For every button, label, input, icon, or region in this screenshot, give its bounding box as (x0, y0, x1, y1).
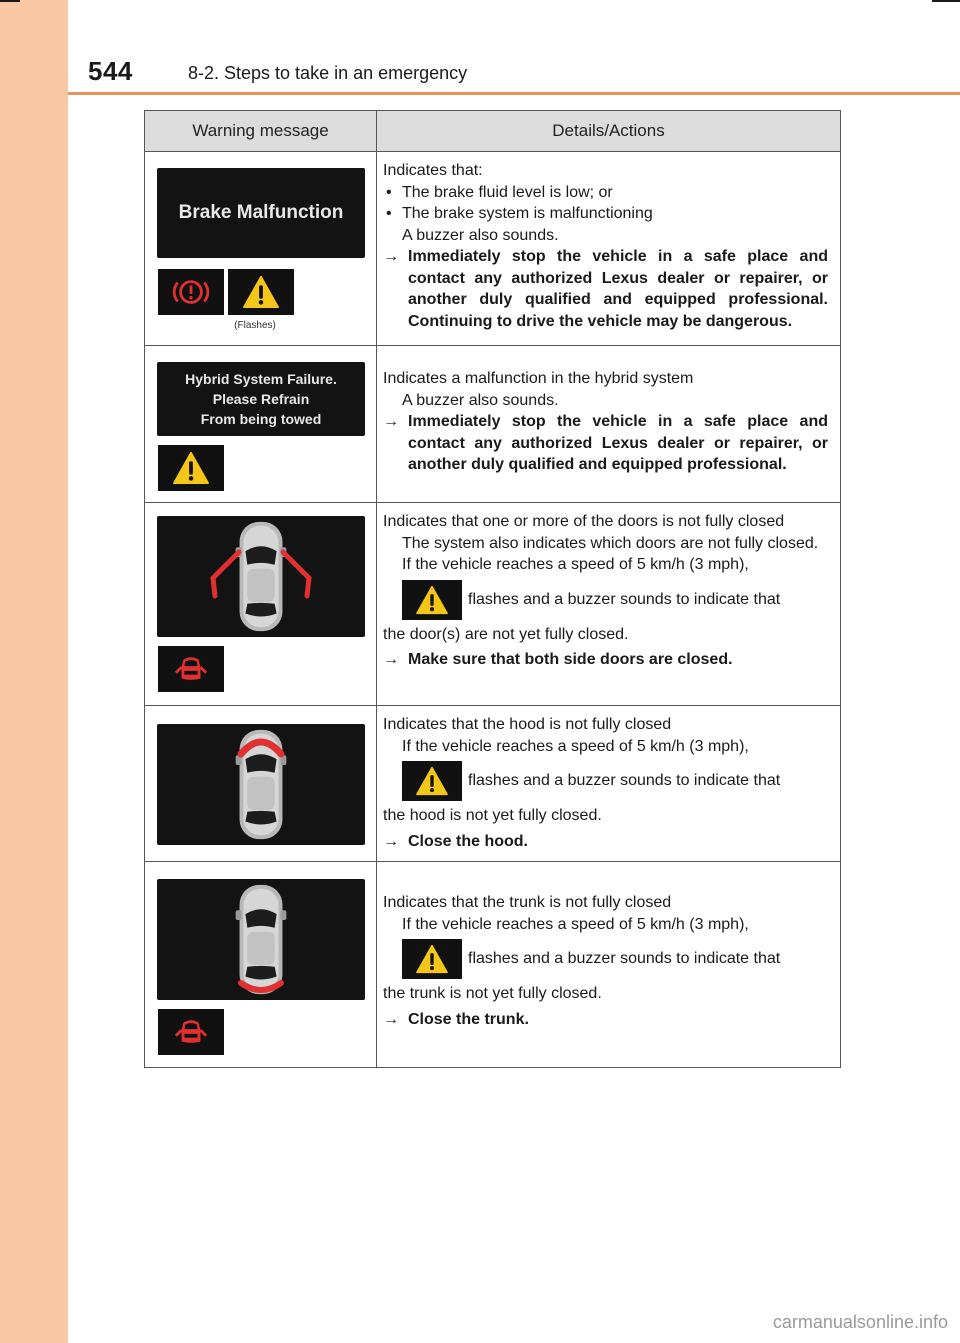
crop-mark (932, 0, 960, 2)
master-warning-indicator (402, 939, 462, 979)
table-header-row (145, 111, 841, 152)
after-text: the hood is not yet fully closed. (383, 807, 602, 824)
table-row (145, 152, 841, 346)
warning-image-cell (145, 862, 377, 1068)
details-cell (377, 503, 841, 706)
after-text: the door(s) are not yet fully closed. (383, 625, 629, 643)
arrow-icon: → (383, 651, 399, 668)
car-top-view-icon (157, 879, 365, 1000)
screen-message: Hybrid System Failure. (185, 371, 337, 387)
details-intro: Indicates that the trunk is not fully closed (383, 894, 672, 911)
section-title: 8-2. Steps to take in an emergency (188, 63, 468, 83)
master-warning-icon (415, 944, 449, 974)
buzzer-note: A buzzer also sounds. (402, 391, 559, 409)
inline-warning (383, 939, 828, 979)
flash-text: flashes and a buzzer sounds to indicate that (468, 950, 781, 968)
details-intro: Indicates that one or more of the doors is not fully closed (383, 513, 785, 530)
display-screen (157, 516, 365, 637)
warning-image-cell (145, 503, 377, 706)
master-warning-indicator (228, 269, 294, 315)
column-header-details: Details/Actions (377, 111, 841, 152)
after-text: the trunk is not yet fully closed. (383, 985, 602, 1002)
table-row (145, 503, 841, 706)
screen-message: From being towed (200, 411, 322, 427)
door-open-icon (172, 652, 210, 686)
chapter-side-strip (0, 0, 68, 1343)
master-warning-icon (172, 451, 210, 485)
display-screen (157, 724, 365, 845)
bullet-item: • The brake system is malfunctioning (383, 203, 828, 225)
bullet-item: • The brake fluid level is low; or (383, 182, 828, 204)
details-intro: Indicates a malfunction in the hybrid system (383, 370, 694, 387)
brake-warning-icon (170, 275, 212, 309)
buzzer-note: A buzzer also sounds. (402, 226, 559, 244)
brake-indicator (158, 269, 224, 315)
details-intro: Indicates that: (383, 162, 483, 179)
details-intro: Indicates that the hood is not fully closed (383, 716, 672, 733)
master-warning-indicator (402, 580, 462, 620)
inline-warning (383, 580, 828, 620)
table-row (145, 862, 841, 1068)
arrow-icon: → (383, 832, 399, 850)
arrow-icon: → (383, 248, 399, 265)
speed-note: If the vehicle reaches a speed of 5 km/h (3 mph), (402, 915, 749, 933)
warning-image-cell (145, 346, 377, 503)
master-warning-icon (415, 766, 449, 796)
door-open-icon (172, 1015, 210, 1049)
details-cell (377, 706, 841, 862)
inline-warning (383, 761, 828, 801)
column-header-warning: Warning message (145, 111, 377, 152)
header-rule (68, 92, 960, 95)
master-warning-icon (242, 275, 280, 309)
display-screen (157, 168, 365, 258)
details-cell (377, 152, 841, 346)
page-number: 544 (88, 56, 133, 86)
master-warning-indicator (158, 445, 224, 491)
flash-label: (Flashes) (234, 320, 276, 331)
display-screen (157, 879, 365, 1000)
crop-mark (0, 0, 20, 2)
warning-image-cell (145, 152, 377, 346)
screen-message: Brake Malfunction (178, 202, 344, 223)
action-text: → Close the trunk. (383, 1009, 828, 1031)
details-cell (377, 346, 841, 503)
table-row (145, 346, 841, 503)
door-note: The system also indicates which doors are not fully closed. (402, 534, 819, 552)
master-warning-indicator (402, 761, 462, 801)
warning-image-cell (145, 706, 377, 862)
action-text: → Immediately stop the vehicle in a safe place and contact any authorized Lexus dealer or repairer, or another duly qualified and equipped professional. (383, 413, 828, 473)
details-cell (377, 862, 841, 1068)
display-screen (157, 362, 365, 436)
speed-note: If the vehicle reaches a speed of 5 km/h (3 mph), (402, 556, 749, 573)
action-text: → Immediately stop the vehicle in a safe place and contact any authorized Lexus dealer or repairer, or another duly qualified and equipped professional. Continuing to drive the vehicle may be dangerous. (383, 248, 828, 330)
flash-text: flashes and a buzzer sounds to indicate that (468, 590, 781, 608)
warning-table (144, 110, 841, 1068)
door-indicator (158, 646, 224, 692)
arrow-icon: → (383, 1010, 399, 1028)
car-top-view-icon (157, 724, 365, 845)
speed-note: If the vehicle reaches a speed of 5 km/h (3 mph), (402, 737, 749, 755)
action-text: → Close the hood. (383, 831, 828, 853)
car-top-view-icon (157, 516, 365, 637)
action-text: → Make sure that both side doors are closed. (383, 649, 828, 671)
watermark: carmanualsonline.info (772, 1312, 948, 1332)
flash-text: flashes and a buzzer sounds to indicate that (468, 772, 781, 790)
master-warning-icon (415, 585, 449, 615)
arrow-icon: → (383, 413, 399, 430)
table-row (145, 706, 841, 862)
door-indicator (158, 1009, 224, 1055)
screen-message: Please Refrain (212, 391, 310, 407)
